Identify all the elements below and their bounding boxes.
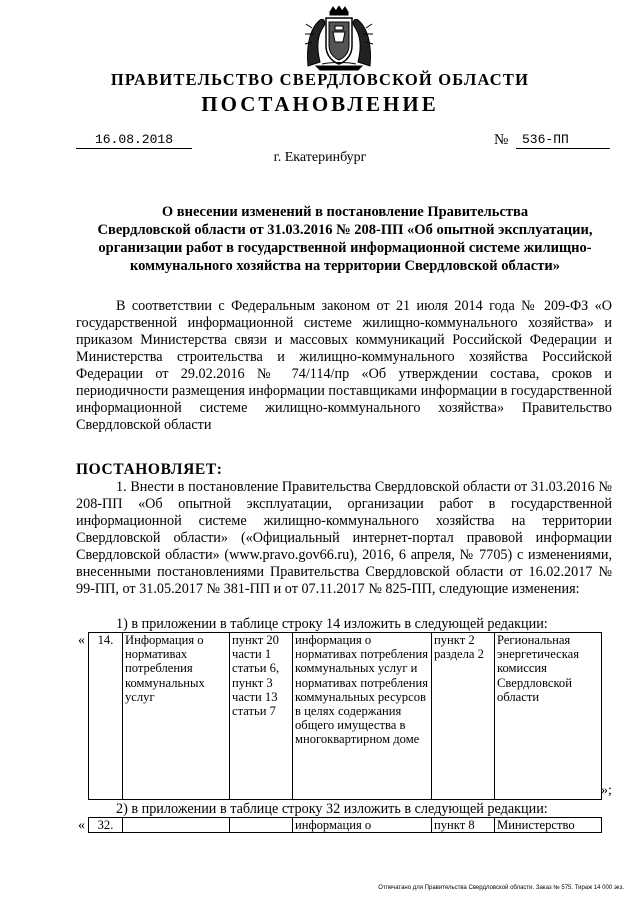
government-name: ПРАВИТЕЛЬСТВО СВЕРДЛОВСКОЙ ОБЛАСТИ: [110, 70, 530, 89]
table-cell-number: 14.: [89, 633, 123, 800]
print-footer: Отпечатано для Правительства Свердловской области. Заказ № 575. Тираж 14 000 экз.: [378, 885, 624, 891]
document-date: 16.08.2018: [76, 132, 192, 149]
table-cell-section: пункт 8: [432, 818, 495, 833]
item-1-paragraph: [76, 479, 612, 598]
table-cell-section: пункт 2 раздела 2: [432, 633, 495, 800]
subitem-1: 1) в приложении в таблице строку 14 изложить в следующей редакции:: [116, 616, 548, 632]
title-line: организации работ в государственной информационной системе жилищно-: [98, 240, 592, 256]
table-cell-content: информация о: [293, 818, 432, 833]
table-row-14: [88, 632, 602, 800]
table-cell-info: [123, 818, 230, 833]
resolves-heading: ПОСТАНОВЛЯЕТ:: [76, 461, 223, 478]
number-label: №: [494, 132, 509, 148]
table-row: [89, 633, 602, 800]
table-cell-article: пункт 20 части 1 статьи 6, пункт 3 части 13 статьи 7: [230, 633, 293, 800]
title-line: коммунального хозяйства на территории Свердловской области»: [130, 258, 560, 274]
document-title: [80, 203, 610, 275]
document-type: ПОСТАНОВЛЕНИЕ: [201, 92, 439, 116]
table-cell-responsible: Министерство: [495, 818, 602, 833]
table-row: [89, 818, 602, 833]
title-line: О внесении изменений в постановление Правительства: [161, 204, 529, 220]
table-row-32: [88, 817, 602, 833]
item-1-text: 1. Внести в постановление Правительства Свердловской области от 31.03.2016 № 208-ПП «Об опытной эксплуатации, организации работ в государственной информационной системе жилищно-коммунального хозяйства на территории Свердловской области» («Официальный интернет-портал правовой информации Свердловской области» (www.pravo.gov66.ru), 2016, 6 апреля, № 7705) с изменениями, внесенными постановлениями Правительства Свердловской области от 16.02.2017 № 99-ПП, от 31.05.2017 № 381-ПП и от 07.11.2017 № 825-ПП, следующие изменения:: [76, 479, 612, 597]
subitem-2: 2) в приложении в таблице строку 32 изложить в следующей редакции:: [116, 801, 548, 817]
title-line: Свердловской области от 31.03.2016 № 208-ПП «Об опытной эксплуатации,: [97, 222, 593, 238]
city: г. Екатеринбург: [273, 150, 367, 165]
table-cell-content: информация о нормативах потребления коммунальных услуг и нормативах потребления коммунальных ресурсов в целях содержания общего имущества в многоквартирном доме: [293, 633, 432, 800]
open-quote: «: [78, 818, 85, 833]
table-cell-info: Информация о нормативах потребления коммунальных услуг: [123, 633, 230, 800]
table-cell-article: [230, 818, 293, 833]
preamble-paragraph: [76, 298, 612, 434]
open-quote: «: [78, 633, 85, 648]
coat-of-arms-emblem: [302, 6, 376, 72]
document-number: 536-ПП: [516, 132, 610, 149]
table-cell-responsible: Региональная энергетическая комиссия Свердловской области: [495, 633, 602, 800]
preamble-text: В соответствии с Федеральным законом от 21 июля 2014 года № 209-ФЗ «О государственной информационной системе жилищно-коммунального хозяйства» и приказом Министерства связи и массовых коммуникаций Российской Федерации и Министерства строительства и жилищно-коммунального хозяйства Российской Федерации от 29.02.2016 № 74/114/пр «Об утверждении состава, сроков и периодичности размещения информации поставщиками информации в государственной информационной системе жилищно-коммунального хозяйства» Правительство Свердловской области: [76, 298, 612, 433]
close-quote: »;: [601, 783, 612, 798]
table-cell-number: 32.: [89, 818, 123, 833]
